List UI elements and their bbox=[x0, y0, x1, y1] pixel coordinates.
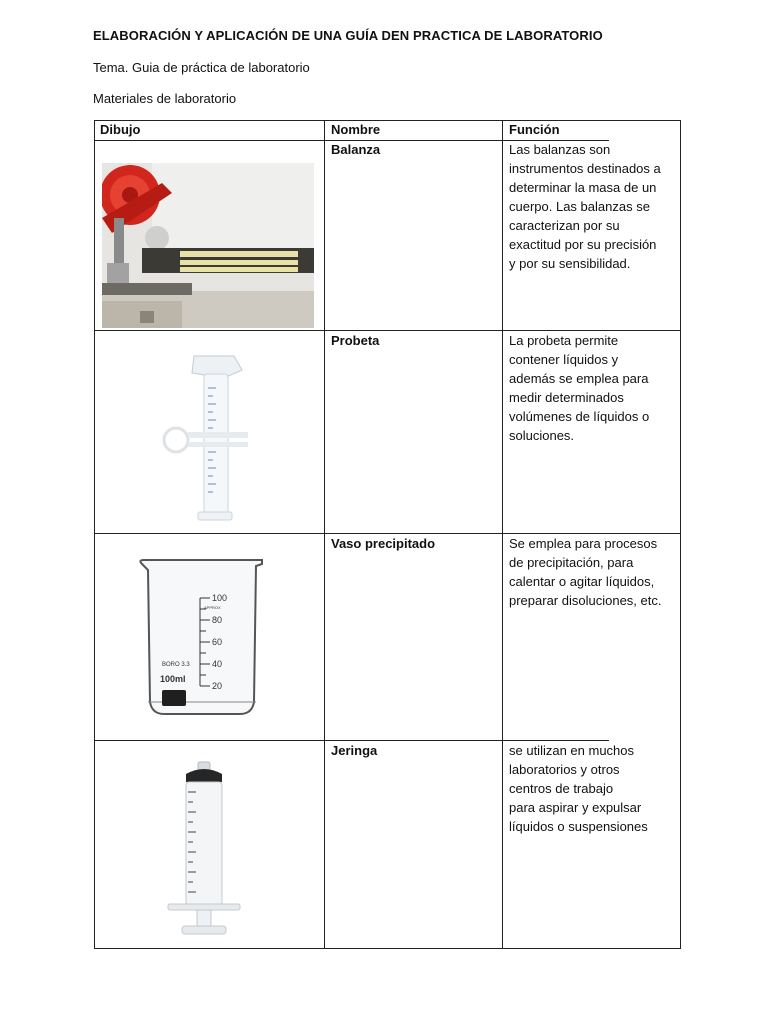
row-probeta-function: La probeta permite contener líquidos y además se emplea para medir determinados volúmenes de líquidos o soluciones. bbox=[509, 333, 650, 443]
document-title: ELABORACIÓN Y APLICACIÓN DE UNA GUÍA DEN PRACTICA DE LABORATORIO bbox=[93, 28, 603, 43]
beaker-icon bbox=[134, 552, 274, 718]
tema-line: Tema. Guia de práctica de laboratorio bbox=[93, 60, 310, 75]
materiales-line: Materiales de laboratorio bbox=[93, 91, 237, 106]
svg-text:20: 20 bbox=[212, 681, 223, 691]
balance-icon bbox=[102, 163, 314, 328]
header-dibujo: Dibujo bbox=[100, 122, 141, 137]
svg-text:BORO 3.3: BORO 3.3 bbox=[162, 662, 190, 668]
svg-text:80: 80 bbox=[212, 615, 223, 625]
svg-text:100ml: 100ml bbox=[160, 674, 186, 684]
graduated-cylinder-icon bbox=[154, 348, 264, 528]
header-nombre: Nombre bbox=[331, 122, 381, 137]
row-balanza-function: Las balanzas son instrumentos destinados a determinar la masa de un cuerpo. Las balanzas se caracterizan por su exactitud por su precisión y por su sensibilidad. bbox=[509, 142, 661, 271]
row-balanza-name: Balanza bbox=[331, 142, 381, 157]
svg-text:APPROX: APPROX bbox=[204, 605, 221, 610]
svg-text:60: 60 bbox=[212, 637, 223, 647]
svg-text:100: 100 bbox=[212, 593, 228, 603]
materials-table bbox=[94, 120, 681, 949]
syringe-icon bbox=[164, 760, 244, 940]
row-vaso-function: Se emplea para procesos de precipitación, para calentar o agitar líquidos, preparar disoluciones, etc. bbox=[509, 536, 662, 608]
svg-text:40: 40 bbox=[212, 659, 223, 669]
row-jeringa-function: se utilizan en muchos laboratorios y otros centros de trabajo para aspirar y expulsar líquidos o suspensiones bbox=[509, 743, 648, 834]
header-funcion: Función bbox=[509, 122, 560, 137]
row-jeringa-name: Jeringa bbox=[331, 743, 378, 758]
row-vaso-name: Vaso precipitado bbox=[331, 536, 436, 551]
row-probeta-name: Probeta bbox=[331, 333, 380, 348]
